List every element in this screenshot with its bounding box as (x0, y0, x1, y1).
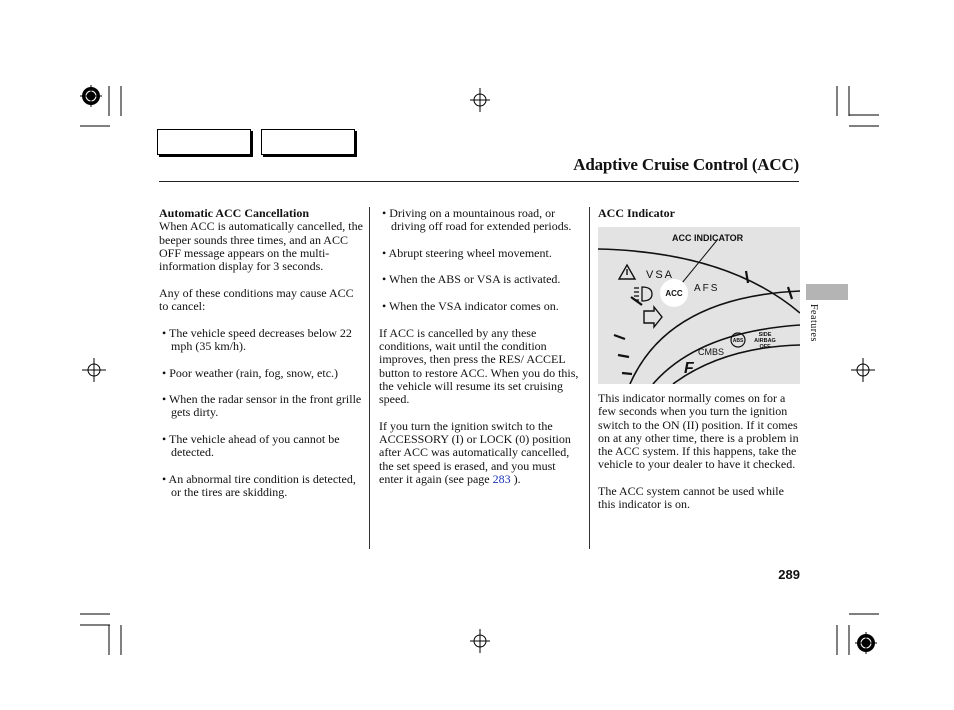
column-3-text (598, 392, 800, 525)
section-heading: Automatic ACC Cancellation (159, 206, 309, 220)
acc-indicator-illustration (598, 227, 800, 384)
list-item: • Driving on a mountainous road, or driving off road for extended periods. (382, 206, 572, 234)
fuel-f-label: F (684, 360, 694, 377)
paragraph: Any of these conditions may cause ACC to cancel: (159, 285, 354, 314)
paragraph: If you turn the ignition switch to the ACCESSORY (I) or LOCK (0) position after ACC was automatically cancelled, the set speed is erased, and you must enter it again (see page 283 ). (379, 418, 571, 486)
callout-label: ACC INDICATOR (672, 233, 744, 243)
nav-button-next[interactable] (261, 129, 355, 155)
cmbs-label: CMBS (698, 347, 725, 357)
column-1 (159, 207, 364, 513)
section-tab-label: Features (808, 304, 819, 342)
list-item: • When the VSA indicator comes on. (382, 299, 559, 314)
acc-label: ACC (665, 289, 683, 298)
svg-text:ABS: ABS (732, 338, 744, 344)
list-item: • An abnormal tire condition is detected, or the tires are skidding. (162, 471, 356, 500)
page-link[interactable]: 283 (492, 471, 511, 486)
section-tab[interactable] (806, 284, 848, 300)
list-item: • When the ABS or VSA is activated. (382, 272, 561, 287)
paragraph: When ACC is automatically cancelled, the beeper sounds three times, and an ACC OFF message appears on the multi-information display for 3 seconds. (159, 219, 363, 274)
svg-text:OFF: OFF (759, 344, 771, 350)
list-item: • When the radar sensor in the front grille gets dirty. (162, 392, 362, 420)
page-title: Adaptive Cruise Control (ACC) (573, 155, 799, 174)
column-divider (589, 207, 590, 549)
svg-text:SIDE: SIDE (758, 332, 772, 338)
vsa-label: VSA (646, 269, 675, 281)
svg-text:AIRBAG: AIRBAG (754, 338, 776, 344)
list-item: • Abrupt steering wheel movement. (382, 245, 552, 260)
list-item: • The vehicle ahead of you cannot be detected. (162, 432, 340, 460)
column-3 (598, 207, 800, 220)
column-2 (379, 207, 581, 500)
paragraph: This indicator normally comes on for a few seconds when you turn the ignition switch to the ON (II) position. If it comes on at any other time, there is a problem in the ACC system. If this happens, take the vehicle to your dealer to have it checked. (598, 391, 799, 472)
list-item: • Poor weather (rain, fog, snow, etc.) (162, 365, 339, 380)
title-rule (159, 181, 799, 182)
afs-label: AFS (694, 283, 720, 294)
paragraph: If ACC is cancelled by any these conditions, wait until the condition improves, then press the RES/ ACCEL button to restore ACC. When you do this, the vehicle will resume its set cruising speed. (379, 325, 579, 407)
nav-button-previous[interactable] (157, 129, 251, 155)
column-divider (369, 207, 370, 549)
list-item: • The vehicle speed decreases below 22 mph (35 km/h). (162, 325, 352, 353)
page-number: 289 (778, 567, 800, 582)
paragraph: The ACC system cannot be used while this indicator is on. (598, 484, 784, 512)
section-heading: ACC Indicator (598, 206, 675, 220)
